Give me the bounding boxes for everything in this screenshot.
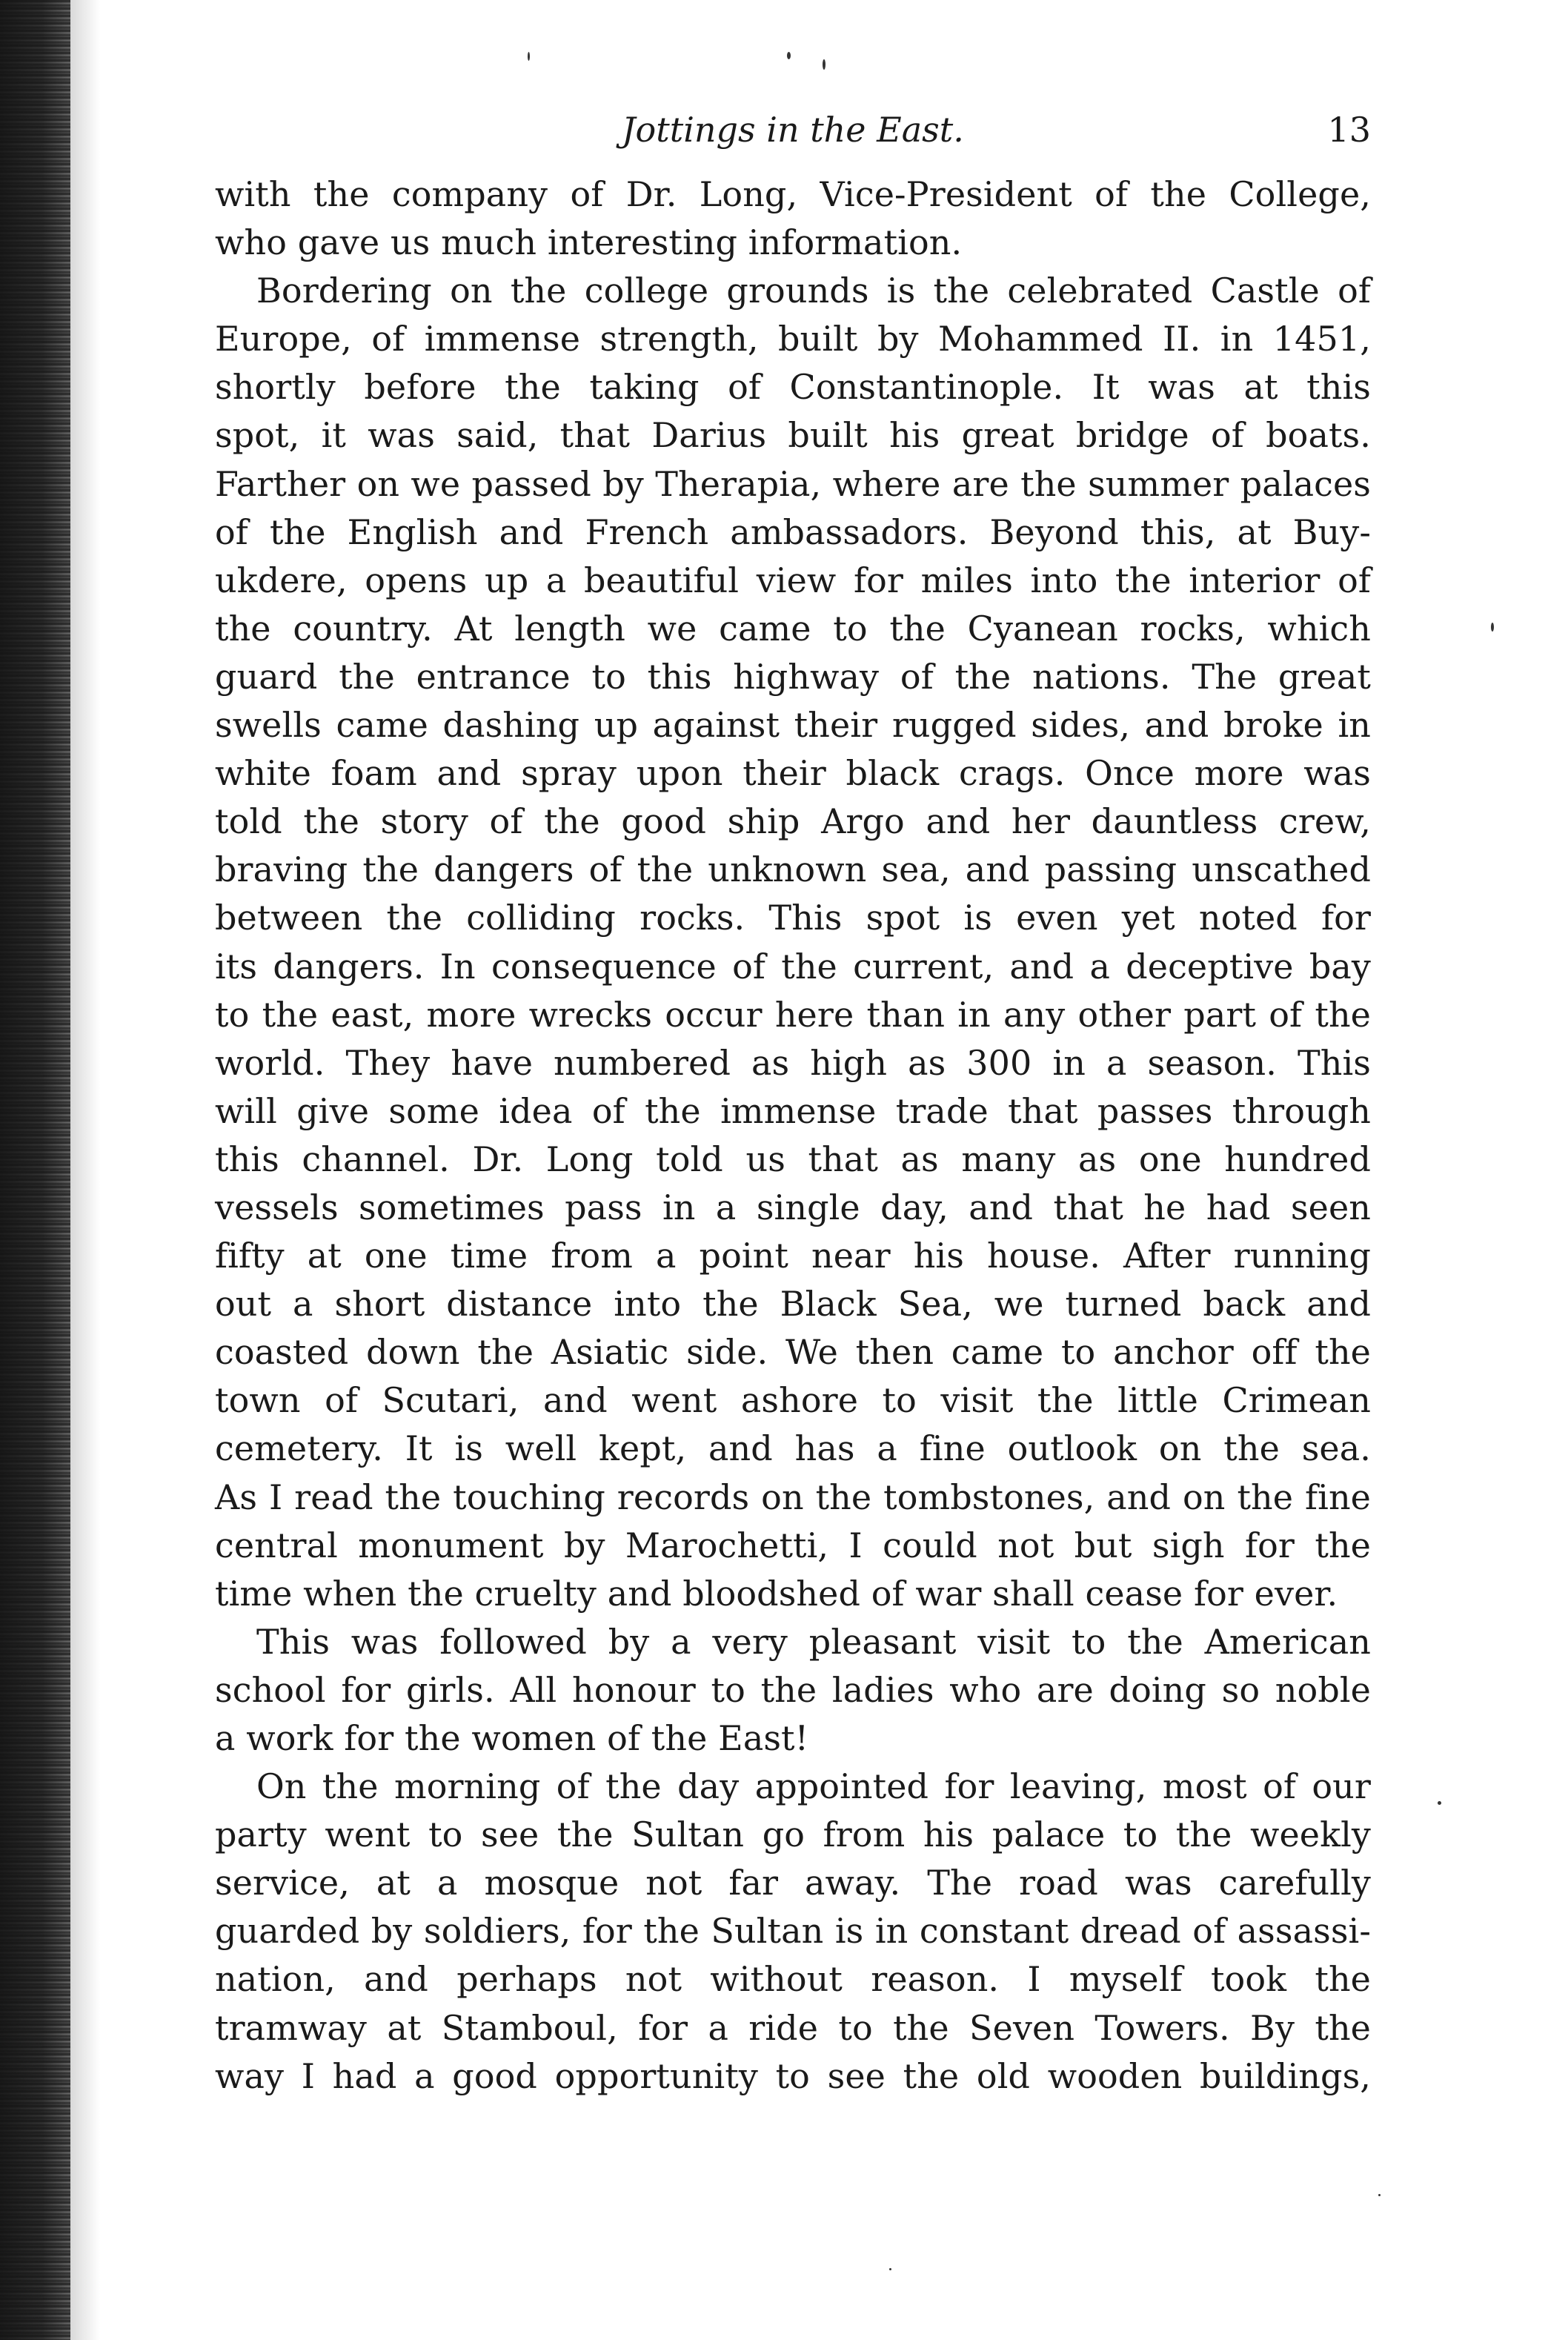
text-line: town of Scutari, and went ashore to visit the little Crimean	[215, 1380, 1371, 1421]
text-line: swells came dashing up against their rugged sides, and broke in	[215, 705, 1371, 746]
text-line: spot, it was said, that Darius built his great bridge of boats.	[215, 415, 1371, 456]
text-line: school for girls. All honour to the ladies who are doing so noble	[215, 1669, 1371, 1710]
text-line: its dangers. In consequence of the current, and a deceptive bay	[215, 946, 1371, 987]
print-speck	[889, 2268, 891, 2270]
text-line: guard the entrance to this highway of the nations. The great	[215, 656, 1371, 697]
text-line: who gave us much interesting information.	[215, 222, 963, 263]
print-speck	[528, 52, 530, 61]
gutter-shadow	[70, 0, 100, 2340]
text-line: party went to see the Sultan go from his palace to the weekly	[215, 1814, 1371, 1855]
book-page	[215, 104, 1371, 2101]
text-line: guarded by soldiers, for the Sultan is in constant dread of assassi-	[215, 1911, 1371, 1952]
text-line: vessels sometimes pass in a single day, and that he had seen	[215, 1187, 1371, 1227]
text-line: to the east, more wrecks occur here than in any other part of the	[215, 994, 1371, 1035]
text-line: tramway at Stamboul, for a ride to the Seven Towers. By the	[215, 2007, 1371, 2048]
text-line: told the story of the good ship Argo and her dauntless crew,	[215, 801, 1371, 842]
text-line: way I had a good opportunity to see the old wooden buildings,	[215, 2055, 1371, 2096]
text-line: coasted down the Asiatic side. We then came to anchor off the	[215, 1332, 1371, 1373]
text-line: the country. At length we came to the Cyanean rocks, which	[215, 608, 1371, 649]
print-speck	[823, 59, 825, 70]
running-header	[215, 104, 1371, 170]
text-line: world. They have numbered as high as 300 in a season. This	[215, 1042, 1371, 1083]
print-speck	[1438, 1801, 1441, 1805]
print-speck	[787, 52, 791, 59]
text-line: of the English and French ambassadors. Beyond this, at Buy-	[215, 511, 1371, 552]
book-binding-edge	[0, 0, 70, 2340]
text-line: ukdere, opens up a beautiful view for miles into the interior of	[215, 560, 1371, 600]
text-line: fifty at one time from a point near his house. After running	[215, 1236, 1371, 1276]
text-line: service, at a mosque not far away. The road was carefully	[215, 1863, 1371, 1903]
body-text	[215, 170, 1371, 2101]
text-line: time when the cruelty and bloodshed of war shall cease for ever.	[215, 1573, 1338, 1614]
text-line: Bordering on the college grounds is the celebrated Castle of	[256, 271, 1371, 311]
text-line: with the company of Dr. Long, Vice-President of the College,	[215, 174, 1371, 214]
print-speck	[1378, 2194, 1381, 2196]
running-title: Jottings in the East.	[622, 110, 964, 150]
text-line: shortly before the taking of Constantinople. It was at this	[215, 367, 1371, 408]
text-line: On the morning of the day appointed for leaving, most of our	[256, 1766, 1371, 1807]
text-line: central monument by Marochetti, I could not but sigh for the	[215, 1525, 1371, 1565]
text-line: a work for the women of the East!	[215, 1718, 809, 1758]
text-line: white foam and spray upon their black crags. Once more was	[215, 753, 1371, 794]
text-line: will give some idea of the immense trade that passes through	[215, 1090, 1371, 1131]
text-line: Farther on we passed by Therapia, where are the summer palaces	[215, 463, 1371, 504]
text-line: nation, and perhaps not without reason. I myself took the	[215, 1959, 1371, 2000]
text-line: Europe, of immense strength, built by Mohammed II. in 1451,	[215, 319, 1371, 359]
text-line: this channel. Dr. Long told us that as many as one hundred	[215, 1138, 1371, 1179]
text-line: between the colliding rocks. This spot is even yet noted for	[215, 898, 1371, 938]
text-line: braving the dangers of the unknown sea, and passing unscathed	[215, 849, 1371, 890]
text-line: cemetery. It is well kept, and has a fine outlook on the sea.	[215, 1428, 1371, 1469]
page-number: 13	[1327, 110, 1371, 150]
print-speck	[1491, 623, 1494, 632]
text-line: out a short distance into the Black Sea, we turned back and	[215, 1284, 1371, 1325]
text-line: As I read the touching records on the tombstones, and on the fine	[215, 1476, 1371, 1517]
text-line: This was followed by a very pleasant visit to the American	[256, 1621, 1371, 1662]
